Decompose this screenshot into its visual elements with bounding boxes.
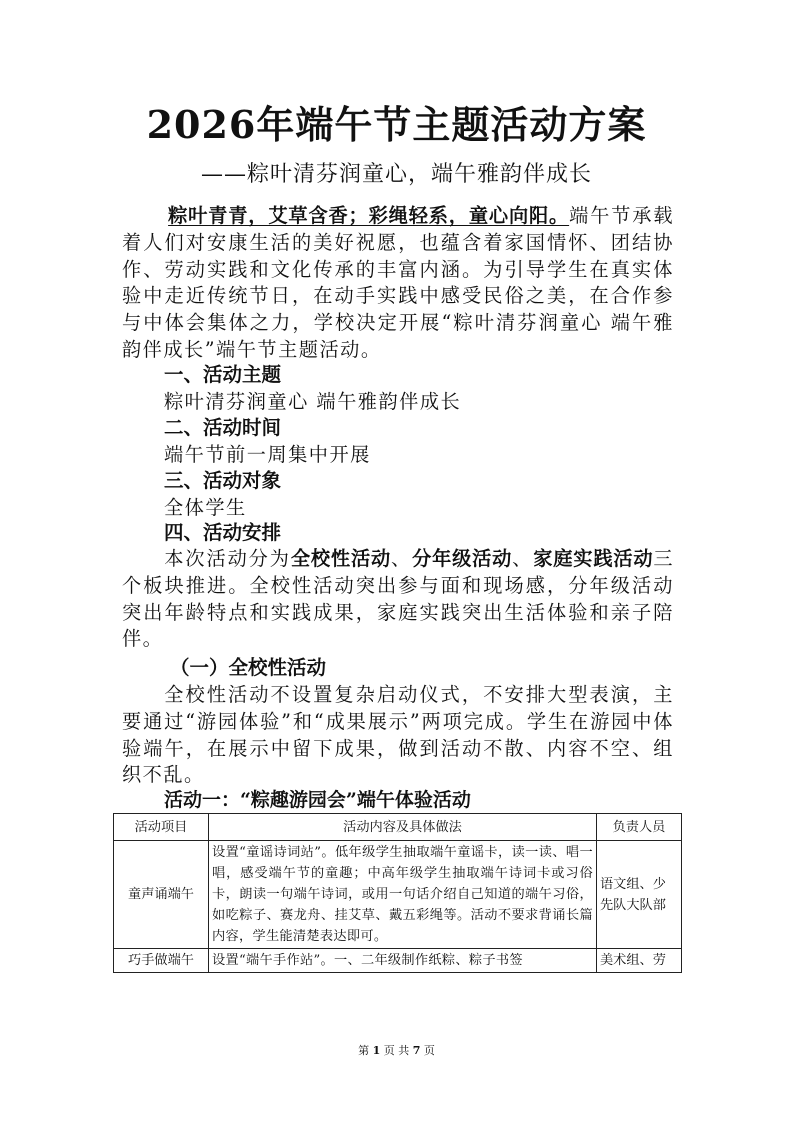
footer-text: 页 [420,1044,435,1057]
table-header: 负责人员 [597,814,682,841]
table-row [114,841,682,949]
subsection-heading-school: （一）全校性活动 [170,656,327,679]
footer-text: 第 [358,1044,373,1057]
table-row [114,949,682,973]
section-text-time: 端午节前一周集中开展 [164,443,371,466]
table-cell-item: 童声诵端午 [114,841,209,949]
table-header: 活动内容及具体做法 [209,814,597,841]
arrangement-pre: 本次活动分为 [164,547,291,570]
intro-lead-text: 粽叶青青，艾草含香；彩绳轻系，童心向阳。 [168,204,570,227]
arrangement-sep: 、 [512,547,534,570]
footer-text: 页 共 [380,1044,413,1057]
section-heading-time: 二、活动时间 [164,416,282,439]
arrangement-block-family: 家庭实践活动 [533,547,654,570]
footer-total-pages: 7 [412,1044,421,1057]
intro-paragraph [122,203,674,364]
section-text-target: 全体学生 [164,496,247,519]
section-text-theme: 粽叶清芬润童心 端午雅韵伴成长 [164,390,462,413]
section-heading-arrangement: 四、活动安排 [164,521,282,544]
table-cell-content: 设置“端午手作站”。一、二年级制作纸粽、粽子书签 [209,949,597,973]
activity-title: 活动一：“粽趣游园会”端午体验活动 [164,789,471,811]
document-subtitle: ——粽叶清芬润童心，端午雅韵伴成长 [200,162,592,187]
table-header-row [114,814,682,841]
table-cell-owner: 美术组、劳 [597,949,682,973]
section-heading-target: 三、活动对象 [164,469,282,492]
arrangement-paragraph [122,546,674,653]
intro-rest-text: 端午节承载着人们对安康生活的美好祝愿，也蕴含着家国情怀、团结协作、劳动实践和文化传承的丰富内涵。为引导学生在真实体验中走近传统节日，在动手实践中感受民俗之美，在合作参与中体会集体之力，学校决定开展“粽叶清芬润童心 端午雅韵伴成长”端午节主题活动。 [122,204,675,361]
document-title: 2026年端午节主题活动方案 [146,102,647,147]
arrangement-post: 三个板块推进。全校性活动突出参与面和现场感，分年级活动突出年龄特点和实践成果，家庭实践突出生活体验和亲子陪伴。 [122,547,675,651]
footer-page-number: 1 [372,1044,381,1057]
page-footer [0,1042,793,1058]
table-cell-content: 设置“童谣诗词站”。低年级学生抽取端午童谣卡，读一读、唱一唱，感受端午节的童趣；中高年级学生抽取端午诗词卡或习俗卡，朗读一句端午诗词，或用一句话介绍自己知道的端午习俗，如吃粽子、赛龙舟、挂艾草、戴五彩绳等。活动不要求背诵长篇内容，学生能清楚表达即可。 [209,841,597,949]
arrangement-block-grade: 分年级活动 [412,547,513,570]
arrangement-block-school: 全校性活动 [290,547,391,570]
table-cell-owner: 语文组、少先队大队部 [597,841,682,949]
table-header: 活动项目 [114,814,209,841]
activity-table [113,813,682,973]
arrangement-sep: 、 [390,547,413,570]
section-heading-theme: 一、活动主题 [164,363,282,386]
subsection-paragraph-school: 全校性活动不设置复杂启动仪式，不安排大型表演，主要通过“游园体验”和“成果展示”两项完成。学生在游园中体验端午，在展示中留下成果，做到活动不散、内容不空、组织不乱。 [122,683,674,787]
table-cell-item: 巧手做端午 [114,949,209,973]
